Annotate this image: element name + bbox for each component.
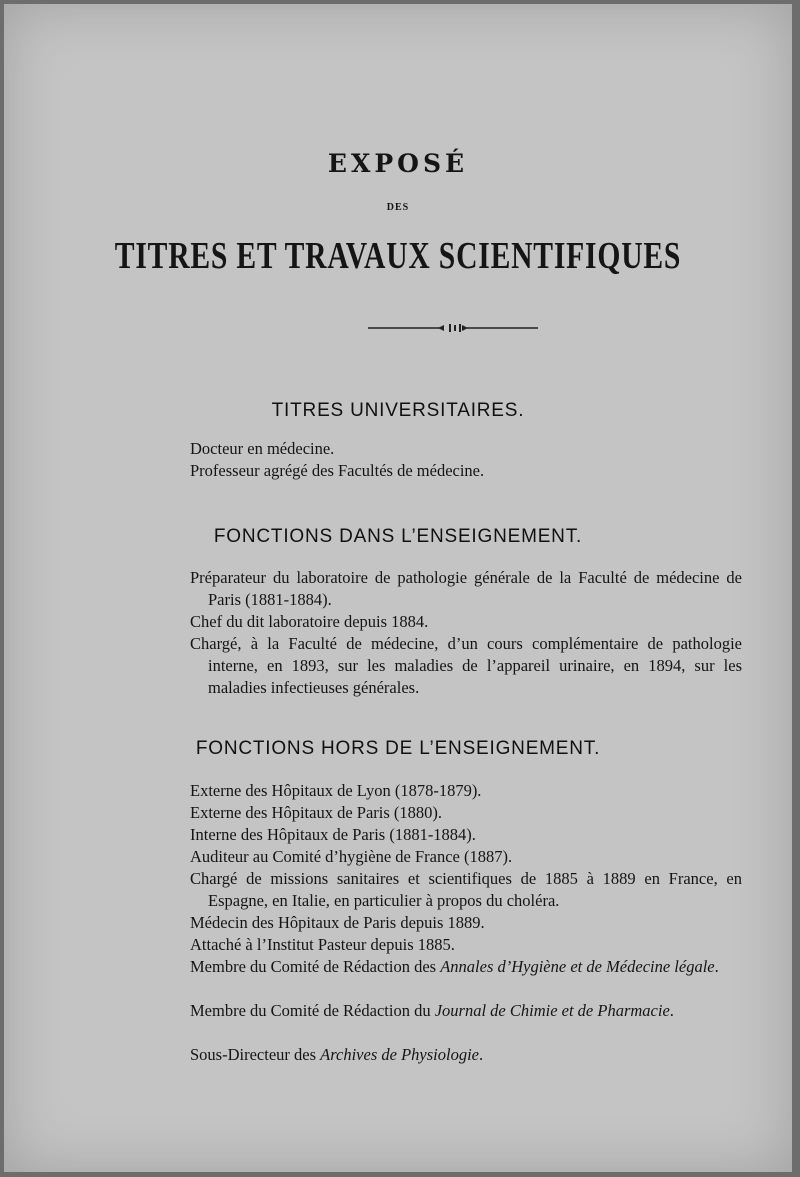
section-heading-titres-universitaires: TITRES UNIVERSITAIRES. (271, 400, 525, 421)
list-item: Interne des Hôpitaux de Paris (1881-1884). (190, 825, 476, 844)
list-item: Chef du dit laboratoire depuis 1884. (190, 612, 429, 631)
publication-title: Journal de Chimie et de Pharmacie (434, 1001, 670, 1020)
expose-heading: EXPOSÉ (327, 149, 469, 178)
list-item-archives (190, 1044, 742, 1066)
entry-punctuation: . (714, 957, 719, 976)
page-title: TITRES ET TRAVAUX SCIENTIFIQUES (114, 235, 682, 277)
entry-text: Sous-Directeur des (190, 1045, 321, 1064)
list-item: Préparateur du laboratoire de pathologie générale de la Faculté de médecine de Paris (1881-1884). (190, 568, 742, 609)
list-item: Professeur agrégé des Facultés de médecine. (190, 461, 485, 480)
list-item: Externe des Hôpitaux de Paris (1880). (190, 803, 443, 822)
section-heading-fonctions-enseignement: FONCTIONS DANS L’ENSEIGNEMENT. (213, 526, 583, 547)
list-item: Chargé, à la Faculté de médecine, d’un cours complémentaire de pathologie interne, en 1893, sur les maladies de l’appareil urinaire, en 1894, sur les maladies infectieuses générales. (190, 634, 742, 697)
list-item: Médecin des Hôpitaux de Paris depuis 1889. (190, 913, 485, 932)
section-heading-fonctions-hors-enseignement: FONCTIONS HORS DE L’ENSEIGNEMENT. (195, 738, 601, 759)
entry-text: Membre du Comité de Rédaction des (190, 957, 441, 976)
entry-punctuation: . (478, 1045, 484, 1064)
list-item-annales (190, 956, 742, 978)
list-item: Externe des Hôpitaux de Lyon (1878-1879). (190, 781, 482, 800)
document-page (4, 4, 792, 1172)
list-item: Attaché à l’Institut Pasteur depuis 1885. (190, 935, 455, 954)
entry-punctuation: . (669, 1001, 674, 1020)
list-item-journal (190, 1000, 742, 1022)
entry-text: Membre du Comité de Rédaction du (190, 1001, 435, 1020)
list-item: Docteur en médecine. (190, 439, 335, 458)
ornament-divider-icon (368, 322, 538, 334)
list-item: Auditeur au Comité d’hygiène de France (1887). (190, 847, 513, 866)
list-item: Chargé de missions sanitaires et scientifiques de 1885 à 1889 en France, en Espagne, en Italie, en particulier à propos du choléra. (190, 869, 742, 910)
publication-title: Archives de Physiologie (320, 1045, 479, 1064)
des-subheading: DES (386, 202, 410, 213)
publication-title: Annales d’Hygiène et de Médecine légale (440, 957, 715, 976)
